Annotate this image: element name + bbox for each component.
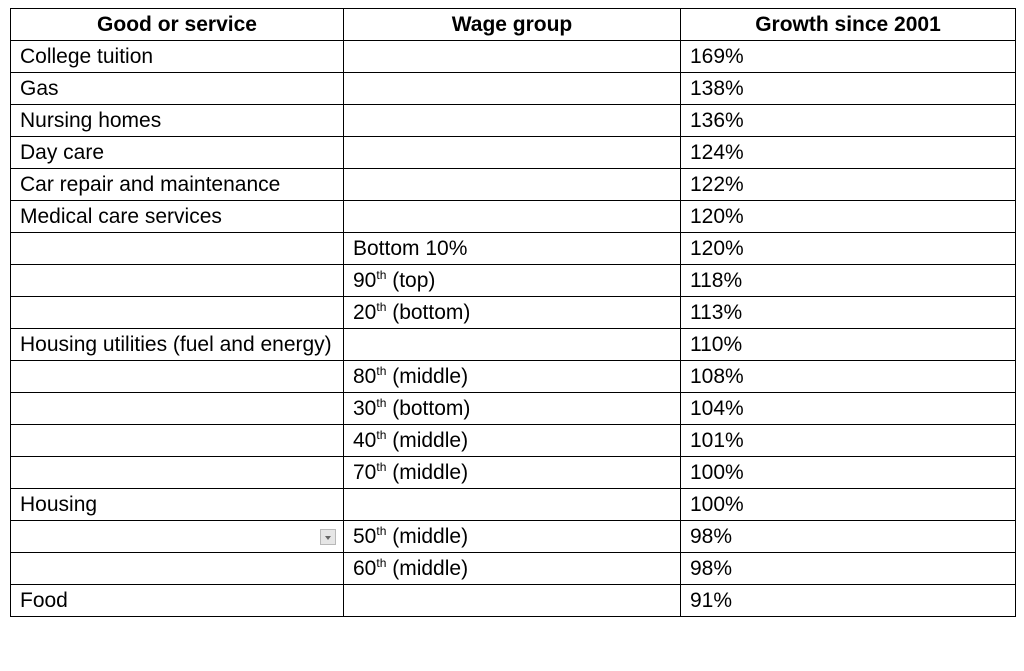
cell-good-or-service: Medical care services <box>11 201 344 233</box>
wage-group-value: 50 <box>353 525 377 548</box>
cell-wage-group <box>344 137 681 169</box>
cell-growth: 120% <box>681 201 1016 233</box>
cell-growth: 100% <box>681 489 1016 521</box>
table-row <box>11 457 1016 489</box>
wage-group-descriptor: (middle) <box>386 525 469 548</box>
wage-group-value: 30 <box>353 397 377 420</box>
cell-good-or-service <box>11 457 344 489</box>
cell-wage-group <box>344 105 681 137</box>
table-row <box>11 297 1016 329</box>
cell-wage-group <box>344 361 681 393</box>
wage-group-value: 80 <box>353 365 377 388</box>
cell-wage-group <box>344 297 681 329</box>
cell-good-or-service: College tuition <box>11 41 344 73</box>
table-row <box>11 73 1016 105</box>
cell-growth: 120% <box>681 233 1016 265</box>
cell-good-or-service: Day care <box>11 137 344 169</box>
cell-good-or-service <box>11 265 344 297</box>
wage-group-descriptor: (middle) <box>386 557 469 580</box>
table-row <box>11 553 1016 585</box>
cell-wage-group <box>344 201 681 233</box>
cell-wage-group <box>344 41 681 73</box>
cell-good-or-service: Nursing homes <box>11 105 344 137</box>
cell-wage-group <box>344 457 681 489</box>
wage-group-value: 40 <box>353 429 377 452</box>
cell-good-or-service <box>11 553 344 585</box>
cell-wage-group <box>344 425 681 457</box>
header-wage-group: Wage group <box>344 9 681 41</box>
cell-growth: 110% <box>681 329 1016 361</box>
ordinal-suffix: th <box>376 428 387 442</box>
cell-wage-group <box>344 585 681 617</box>
cell-good-or-service <box>11 521 344 553</box>
wage-group-descriptor: (middle) <box>386 461 469 484</box>
cell-wage-group <box>344 73 681 105</box>
cell-wage-group <box>344 265 681 297</box>
cell-growth: 169% <box>681 41 1016 73</box>
ordinal-suffix: th <box>376 556 387 570</box>
table-row <box>11 169 1016 201</box>
wage-group-value: 20 <box>353 301 377 324</box>
cell-growth: 136% <box>681 105 1016 137</box>
table-row <box>11 41 1016 73</box>
cell-wage-group <box>344 169 681 201</box>
table-row <box>11 105 1016 137</box>
ordinal-suffix: th <box>376 300 387 314</box>
wage-group-descriptor: (middle) <box>386 365 469 388</box>
wage-group-descriptor: (middle) <box>386 429 469 452</box>
cell-growth: 108% <box>681 361 1016 393</box>
table-row <box>11 329 1016 361</box>
cell-good-or-service <box>11 393 344 425</box>
cell-good-or-service <box>11 425 344 457</box>
cell-good-or-service: Housing utilities (fuel and energy) <box>11 329 344 361</box>
ordinal-suffix: th <box>376 460 387 474</box>
wage-group-value: 60 <box>353 557 377 580</box>
table-row <box>11 361 1016 393</box>
cell-wage-group <box>344 489 681 521</box>
ordinal-suffix: th <box>376 268 387 282</box>
growth-table <box>10 8 1016 617</box>
header-good-or-service: Good or service <box>11 9 344 41</box>
wage-group-value: Bottom 10% <box>353 237 468 260</box>
cell-good-or-service: Car repair and maintenance <box>11 169 344 201</box>
cell-wage-group <box>344 329 681 361</box>
cell-wage-group <box>344 553 681 585</box>
cell-growth: 113% <box>681 297 1016 329</box>
cell-good-or-service: Housing <box>11 489 344 521</box>
cell-growth: 91% <box>681 585 1016 617</box>
cell-growth: 100% <box>681 457 1016 489</box>
cell-good-or-service <box>11 361 344 393</box>
cell-growth: 122% <box>681 169 1016 201</box>
cell-growth: 124% <box>681 137 1016 169</box>
cell-growth: 98% <box>681 521 1016 553</box>
table-row <box>11 521 1016 553</box>
table-row <box>11 233 1016 265</box>
ordinal-suffix: th <box>376 396 387 410</box>
cell-growth: 98% <box>681 553 1016 585</box>
chevron-down-icon[interactable] <box>320 529 336 545</box>
table-row <box>11 489 1016 521</box>
table-row <box>11 265 1016 297</box>
cell-growth: 138% <box>681 73 1016 105</box>
table-row <box>11 425 1016 457</box>
wage-group-descriptor: (top) <box>386 269 436 292</box>
table-row <box>11 393 1016 425</box>
header-row <box>11 9 1016 41</box>
wage-group-descriptor: (bottom) <box>386 397 471 420</box>
header-growth-since-2001: Growth since 2001 <box>681 9 1016 41</box>
wage-group-value: 90 <box>353 269 377 292</box>
ordinal-suffix: th <box>376 364 387 378</box>
table-row <box>11 137 1016 169</box>
table-row <box>11 201 1016 233</box>
ordinal-suffix: th <box>376 524 387 538</box>
cell-good-or-service: Gas <box>11 73 344 105</box>
wage-group-value: 70 <box>353 461 377 484</box>
cell-growth: 101% <box>681 425 1016 457</box>
cell-good-or-service: Food <box>11 585 344 617</box>
cell-wage-group <box>344 233 681 265</box>
table-row <box>11 585 1016 617</box>
cell-growth: 118% <box>681 265 1016 297</box>
cell-good-or-service <box>11 297 344 329</box>
cell-wage-group <box>344 521 681 553</box>
cell-good-or-service <box>11 233 344 265</box>
cell-wage-group <box>344 393 681 425</box>
cell-growth: 104% <box>681 393 1016 425</box>
wage-group-descriptor: (bottom) <box>386 301 471 324</box>
